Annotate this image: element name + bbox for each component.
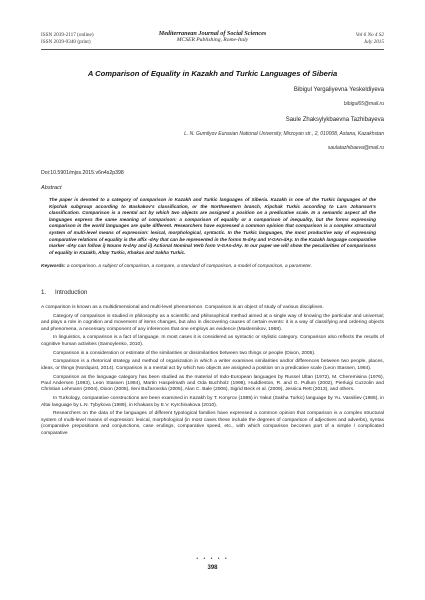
abstract-heading: Abstract bbox=[41, 185, 62, 191]
section-number: 1. bbox=[41, 289, 47, 296]
header-volume bbox=[356, 32, 384, 45]
header-divider bbox=[41, 49, 384, 50]
paragraph: In Turkology, comparative constructions are been examined in Kazakh by T. Konyrov (1985) in Yakut (Sakha Turkic) language by Yu. Vassiliev (1986), in Altai language by L.N. Tybykova (1989), in Khakass by E.V. Kyrchinakova (2010). bbox=[41, 396, 384, 408]
section-title: Introduction bbox=[55, 289, 88, 296]
paper-title: A Comparison of Equality in Kazakh and Turkic Languages of Siberia bbox=[87, 69, 338, 78]
paragraph: Comparison is a rhetorical strategy and method of organization in which a writer examines similarities and/or differences between two people, places, ideas, or things (Nordquist, 2014). Comparison is a mental act by which two objects are assigned a position on a predicative scale (Leon Stassen, 1984). bbox=[41, 359, 384, 371]
paragraph: Comparison as the language category has been studied as the material of Indo-European languages by Russel Ultan (1972), M. Cheremisina (1976), Paul Andersen (1983), Leon Stassen (1984), Martin Haspelmath and Oda Buchholz (1998), Huddleston, R. and G. Pullum (2002), Pierluigi Cuzzolin and Christian Lehmann (2004), Dixon (2005), Ileni Bužarovska (2005), Alan C. Bale (2006), Sigrid Beck et al. (2009), Jessica Rett (2013), and others. bbox=[41, 374, 384, 393]
author-1-email: bibigul65@mail.ru bbox=[343, 101, 384, 107]
publisher-name: MCSER Publishing, Rome-Italy bbox=[176, 37, 249, 44]
paragraph: Category of comparison is studied in philosophy as a scientific and philosophical method aimed at a single way of knowing the particular and universal; and plays a role in cognition and movement of items changes, but also in discovering causes of certain events: it is a way of classifying and ordering objects and phenomena, a necessary component of any inferences that one employs as evidence (Maslennikov, 1968). bbox=[41, 313, 384, 332]
issn-online: ISSN 2039-2117 (online) bbox=[41, 32, 94, 38]
author-2-email: saulatazhibaeva@mail.ru bbox=[327, 145, 384, 151]
paragraph: Researchers on the data of the languages of different typological families have expressed a common opinion that comparison is a complex structural system of multi-level means of expression: lexical, morphological (in most cases these include the degrees of comparison of adjectives and adverbs), syntax (comparative prepositions and conjunctions, case endings, comparative speed, etc., with which comparison becomes part of a simple / complicated comparative bbox=[41, 411, 384, 436]
section-heading bbox=[41, 289, 87, 296]
issn-print: ISSN 2039-9340 (print) bbox=[41, 38, 91, 45]
paragraph: In linguistics, a comparison is a fact of language. In most cases it is considered as syntactic or stylistic category. Comparison also reflects the results of cognitive human activities (Samoylenko, 2010). bbox=[41, 335, 384, 347]
abstract-text: The paper is devoted to a category of comparison in Kazakh and Turkic languages of Siberia. Kazakh is one of the Turkic languages of the Kipchak subgroup according to Baskakov's classification, or the Northwestern branch, Kipchak Turkic according to Lars Johanson's classification. Comparison is a mental act by which two objects are assigned a position on a predicative scale. In a semantic aspect all the languages express the same meaning of comparison: a comparison of equality or a comparison of inequality, but the forms expressing comparison in the world languages are quite different. Researchers have expressed a common opinion that comparison is a complex structural system of multi-level means of expression: lexical, morphological, syntactic. In the Turkic languages, the most productive way of expressing comparative relations of equality is the affix -dAy that can be represented in the forms N-dAy and V-GAn-dAy. In the Kazakh language comparative marker -dAy can follow i) Nouns N-dAy and ii) Actional Nominal Verb form V-GAn-dAy. In our paper we will show the peculiarities of comparisons of equality in Kazakh, Altay Turkic, Khakas and Sakha Turkic. bbox=[49, 197, 376, 255]
keywords-text: a comparison, a subject of comparison, a compare, a standard of comparison, a model of comparison, a parameter. bbox=[66, 264, 312, 269]
keywords bbox=[41, 264, 384, 270]
paragraph: A comparison is known as a multidimensional and multi-level phenomenon. Comparison is an object of study of various disciplines. bbox=[41, 305, 324, 310]
page-number: 398 bbox=[207, 565, 218, 571]
volume-number: Vol 6 No 4 S2 bbox=[355, 32, 384, 38]
author-2-name: Saule Zhaksylykbaevna Tazhibayeva bbox=[285, 117, 384, 123]
author-1-name: Bibigul Yergaliyevna Yeskeldiyeva bbox=[293, 87, 384, 93]
paragraph: Comparison is a consideration or estimate of the similarities or dissimilarities between two things or people (Dixon, 2005). bbox=[53, 350, 316, 356]
issue-date: July 2015 bbox=[363, 38, 384, 45]
body-text bbox=[41, 305, 384, 439]
journal-name: Mediterranean Journal of Social Sciences bbox=[158, 30, 267, 37]
doi: Doi:10.5901/mjss.2015.v6n4s2p398 bbox=[41, 170, 124, 176]
keywords-label: Keywords: bbox=[41, 264, 66, 269]
footer-ornament: • • • • • bbox=[196, 556, 229, 562]
author-2-affiliation: L. N. Gumilyov Eurasian National University, Mirzoyan str., 2, 010008, Astana, Kazakhstan bbox=[184, 131, 384, 137]
